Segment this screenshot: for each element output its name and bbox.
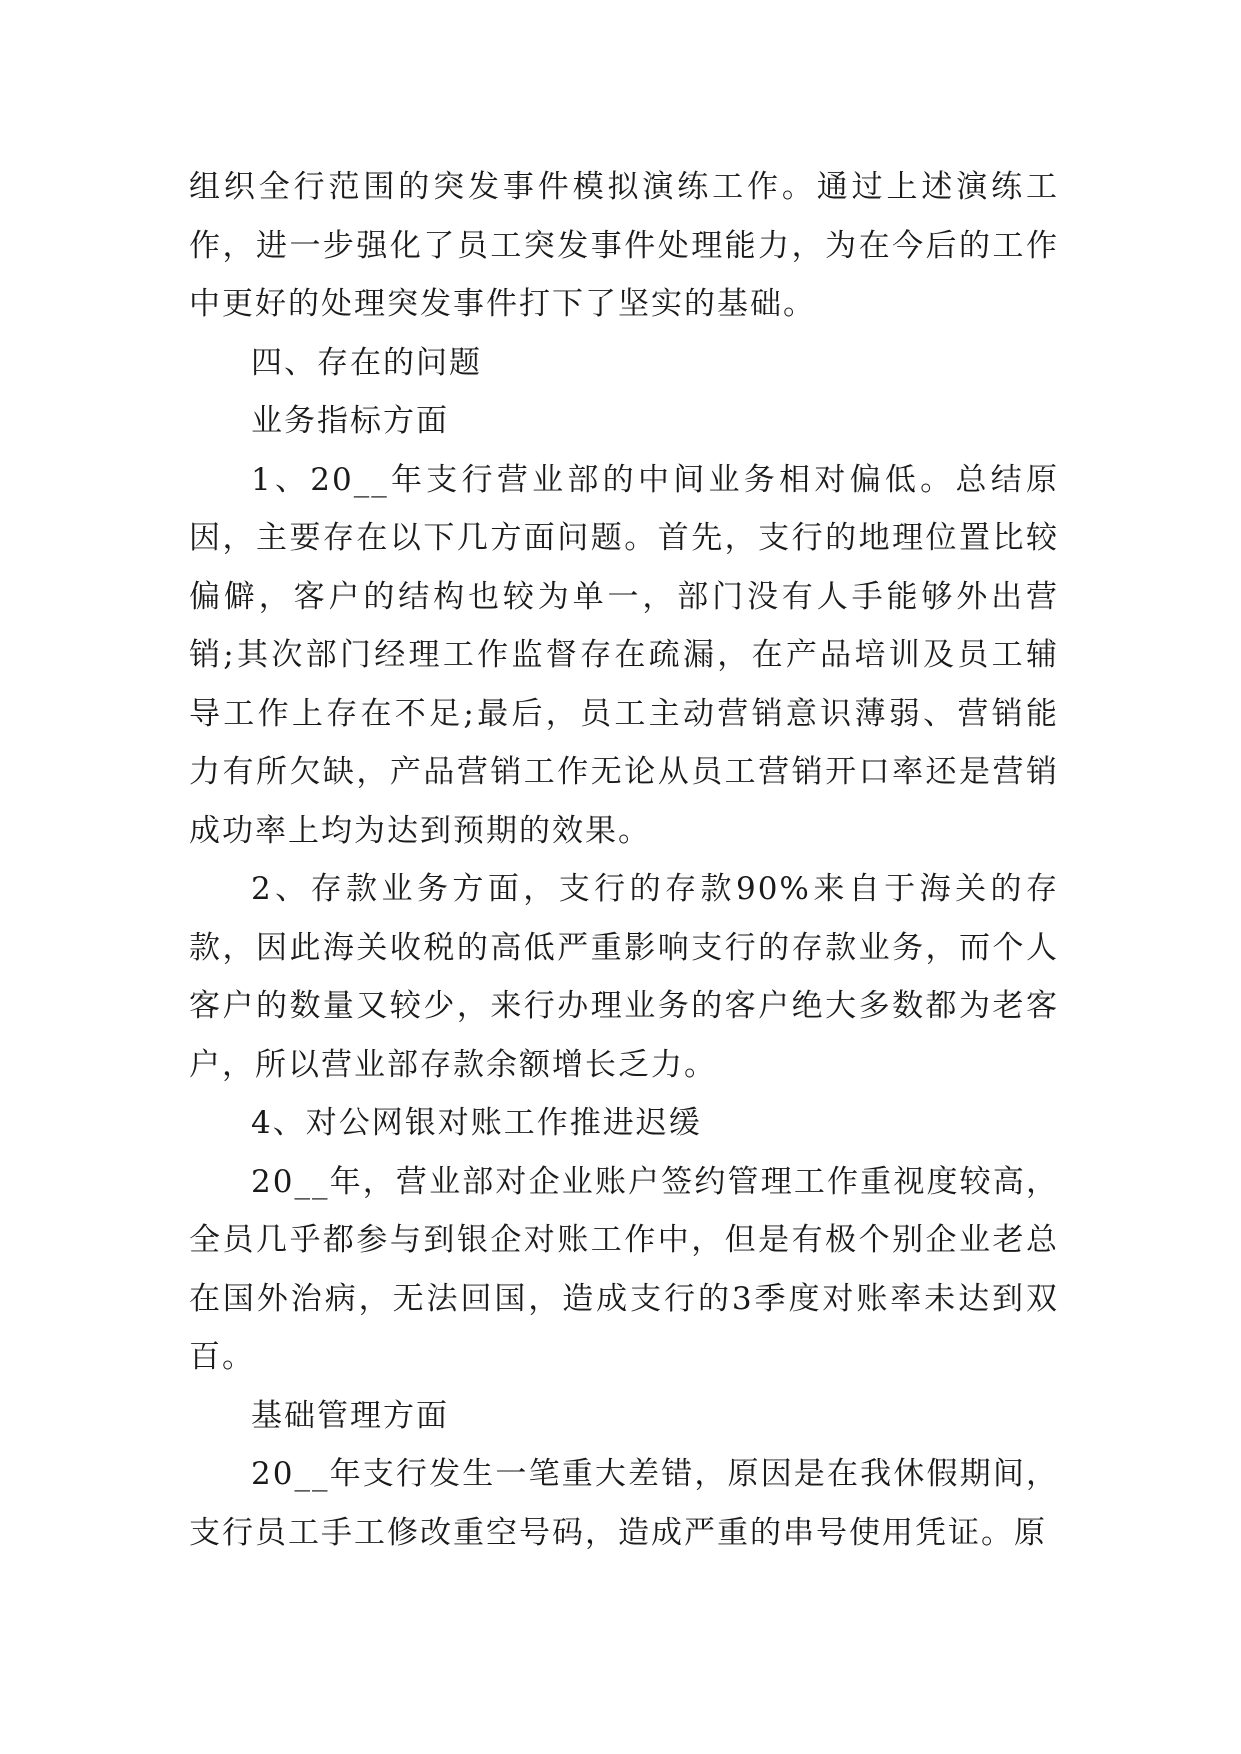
subheading-basic-management: 基础管理方面 <box>251 1397 449 1434</box>
section-heading-existing-problems: 四、存在的问题 <box>251 344 482 381</box>
paragraph-major-error: 20__年支行发生一笔重大差错，原因是在我休假期间，支行员工手工修改重空号码，造成严重的串号使用凭证。原 <box>189 1456 1059 1551</box>
paragraph-account-signing: 20__年，营业部对企业账户签约管理工作重视度较高，全员几乎都参与到银企对账工作中，但是有极个别企业老总在国外治病，无法回国，造成支行的3季度对账率未达到双百。 <box>189 1163 1059 1375</box>
subheading-online-banking-reconciliation: 4、对公网银对账工作推进迟缓 <box>251 1105 702 1141</box>
subheading-business-indicators: 业务指标方面 <box>251 403 449 439</box>
paragraph-intermediate-business: 1、20__年支行营业部的中间业务相对偏低。总结原因，主要存在以下几方面问题。首先，支行的地理位置比较偏僻，客户的结构也较为单一，部门没有人手能够外出营销;其次部门经理工作监督存在疏漏，在产品培训及员工辅导工作上存在不足;最后，员工主动营销意识薄弱、营销能力有所欠缺，产品营销工作无论从员工营销开口率还是营销成功率上均为达到预期的效果。 <box>189 461 1059 849</box>
paragraph-deposit-business: 2、存款业务方面，支行的存款90%来自于海关的存款，因此海关收税的高低严重影响支行的存款业务，而个人客户的数量又较少，来行办理业务的客户绝大多数都为老客户，所以营业部存款余额增长乏力。 <box>189 871 1059 1083</box>
document-page <box>189 158 1059 1562</box>
paragraph-drill-summary: 组织全行范围的突发事件模拟演练工作。通过上述演练工作，进一步强化了员工突发事件处理能力，为在今后的工作中更好的处理突发事件打下了坚实的基础。 <box>189 169 1059 322</box>
